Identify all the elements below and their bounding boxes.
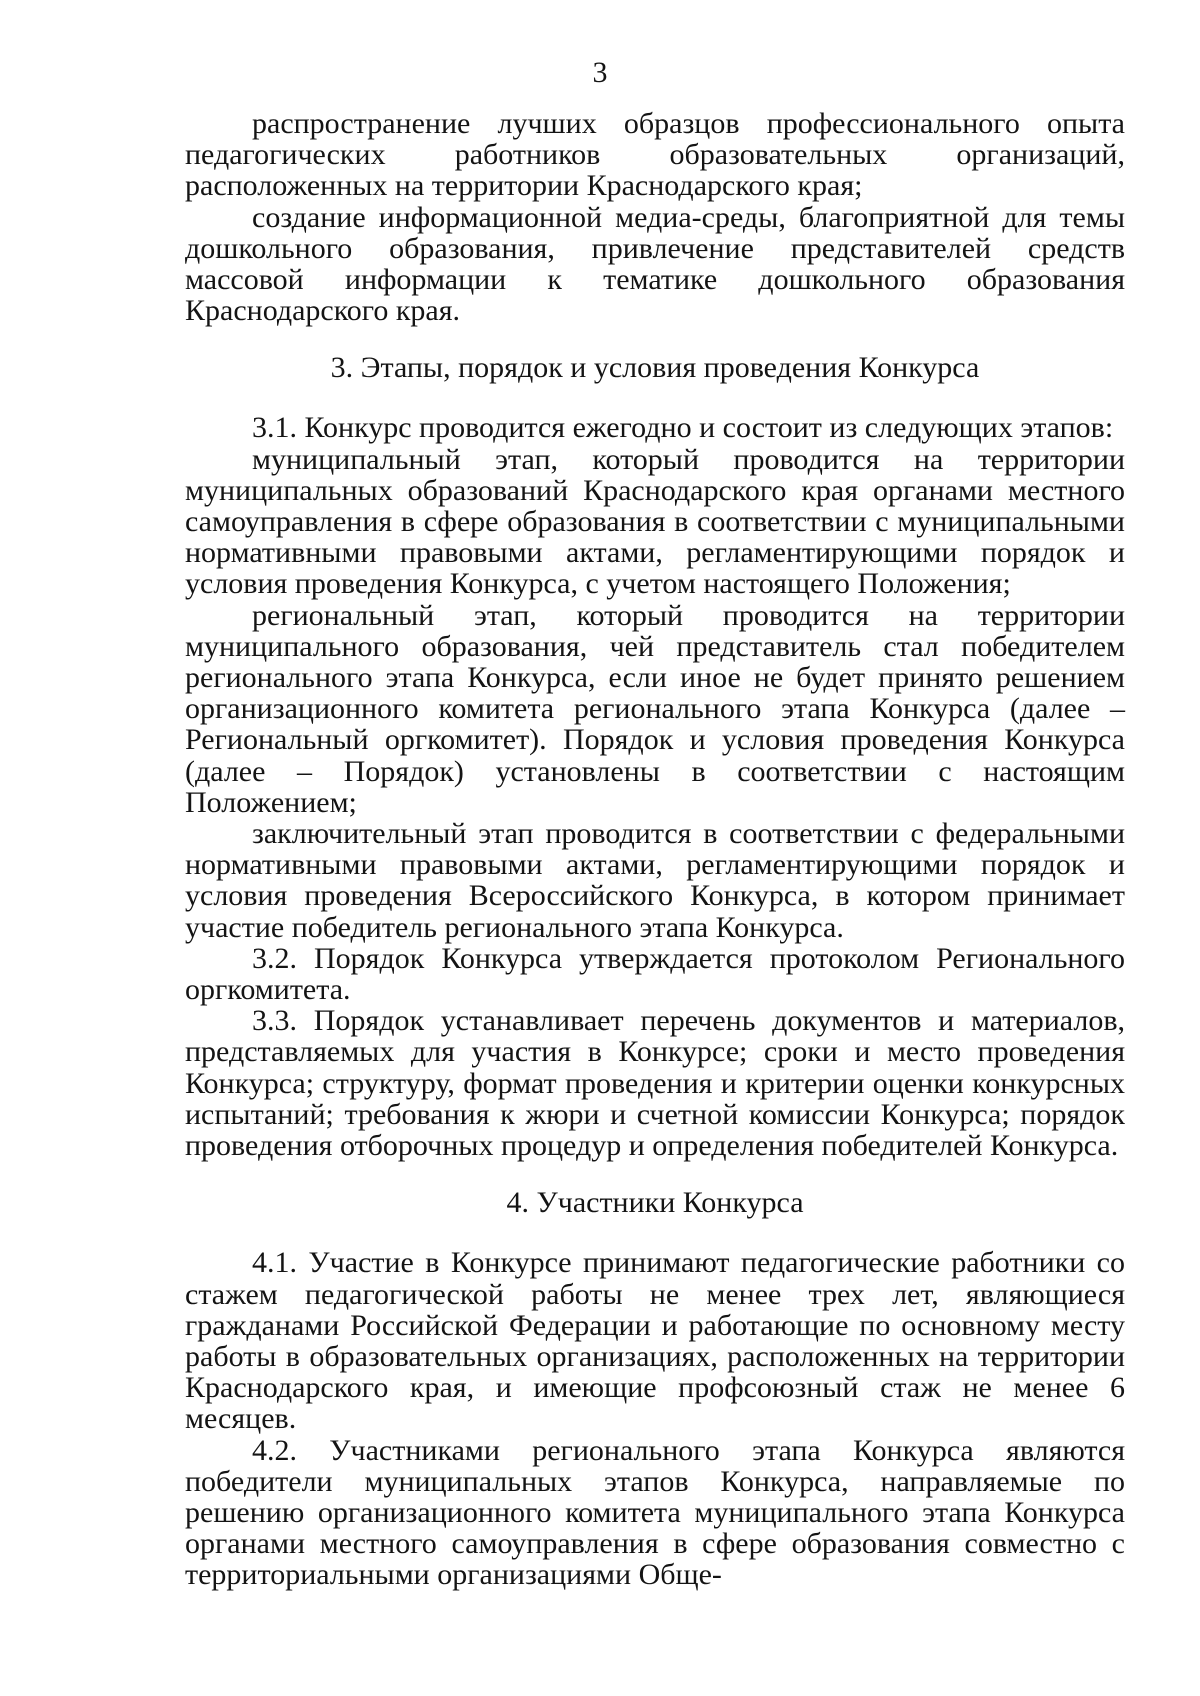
- paragraph-3-1: 3.1. Конкурс проводится ежегодно и состоит из следующих этапов:: [252, 411, 1114, 445]
- paragraph-4-1: 4.1. Участие в Конкурсе принимают педагогические работники со стажем педагогической работы не менее трех лет, являющиеся гражданами Российской Федерации и работающие по основному месту работы в образовательных организациях, расположенных на территории Краснодарского края, и имеющие профсоюзный стаж не менее 6 месяцев.: [185, 1246, 1125, 1436]
- paragraph-4-2: 4.2. Участниками регионального этапа Конкурса являются победители муниципальных этапов Конкурса, направляемые по решению организационного комитета муниципального этапа Конкурса органами местного самоуправления в сфере образования совместно с территориальными организациями Обще-: [185, 1433, 1125, 1592]
- paragraph-3-2: 3.2. Порядок Конкурса утверждается протоколом Регионального оргкомитета.: [185, 941, 1125, 1007]
- section-heading-3: 3. Этапы, порядок и условия проведения Конкурса: [330, 351, 980, 385]
- paragraph: заключительный этап проводится в соответствии с федеральными нормативными правовыми актами, регламентирующими порядок и условия проведения Всероссийского Конкурса, в котором принимает участие победитель регионального этапа Конкурса.: [185, 817, 1125, 944]
- document-body: [185, 108, 1125, 1591]
- paragraph-3-3: 3.3. Порядок устанавливает перечень документов и материалов, представляемых для участия в Конкурсе; сроки и место проведения Конкурса; структуру, формат проведения и критерии оценки конкурсных испытаний; требования к жюри и счетной комиссии Конкурса; порядок проведения отборочных процедур и определения победителей Конкурса.: [185, 1004, 1125, 1163]
- section-heading-4: 4. Участники Конкурса: [506, 1186, 804, 1220]
- page-number: 3: [592, 56, 608, 89]
- paragraph: распространение лучших образцов профессионального опыта педагогических работников образовательных организаций, расположенных на территории Краснодарского края;: [185, 107, 1125, 203]
- paragraph: муниципальный этап, который проводится на территории муниципальных образований Краснодарского края органами местного самоуправления в сфере образования в соответствии с муниципальными нормативными правовыми актами, регламентирующими порядок и условия проведения Конкурса, с учетом настоящего Положения;: [185, 442, 1125, 601]
- paragraph: создание информационной медиа-среды, благоприятной для темы дошкольного образования, привлечение представителей средств массовой информации к тематике дошкольного образования Краснодарского края.: [185, 200, 1125, 328]
- paragraph: региональный этап, который проводится на территории муниципального образования, чей представитель стал победителем регионального этапа Конкурса, если иное не будет принято решением организационного комитета регионального этапа Конкурса (далее – Региональный оргкомитет). Порядок и условия проведения Конкурса (далее – Порядок) установлены в соответствии с настоящим Положением;: [185, 598, 1125, 819]
